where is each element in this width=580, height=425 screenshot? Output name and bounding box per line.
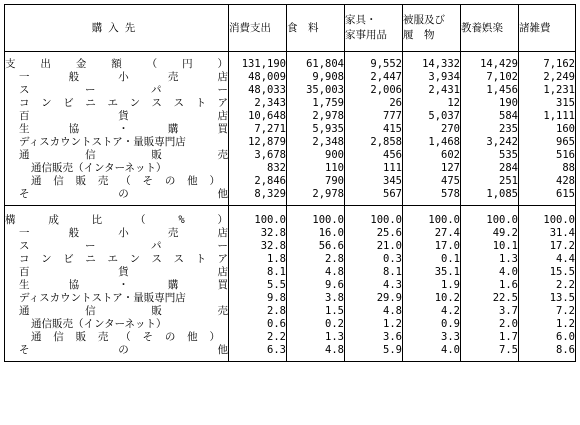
cell-value: 10.2 — [434, 292, 460, 304]
cell-value: 2,447 — [370, 71, 402, 83]
value-column-4 — [461, 214, 519, 362]
cell-value: 0.1 — [441, 253, 460, 265]
value-column-3 — [403, 214, 461, 362]
cell-value: 345 — [383, 175, 402, 187]
cell-value: 1.2 — [383, 318, 402, 330]
cell-value: 56.6 — [318, 240, 344, 252]
row-label: ディスカウントストア・量販専門店 — [19, 292, 186, 304]
cell-value: 2,343 — [254, 97, 286, 109]
cell-value: 900 — [325, 149, 344, 161]
row-label: 支出金額（円） — [5, 58, 228, 70]
cell-value: 14,429 — [480, 58, 518, 70]
cell-value: 0.6 — [267, 318, 286, 330]
header-clothing-footwear — [403, 5, 461, 52]
row-label: 生協・購買 — [19, 279, 228, 291]
header-purchase-destination: 購入先 — [5, 5, 229, 52]
cell-value: 1,085 — [486, 188, 518, 200]
cell-value: 602 — [441, 149, 460, 161]
cell-value: 1,111 — [543, 110, 575, 122]
value-column-0 — [229, 214, 287, 362]
cell-value: 1,468 — [428, 136, 460, 148]
cell-value: 8.6 — [556, 344, 575, 356]
header-furniture-household — [345, 5, 403, 52]
cell-value: 6.0 — [556, 331, 575, 343]
cell-value: 7,102 — [486, 71, 518, 83]
spacer-cell — [403, 206, 461, 215]
cell-value: 111 — [383, 162, 402, 174]
cell-value: 3.8 — [325, 292, 344, 304]
spacer-cell — [287, 206, 345, 215]
cell-value: 2.8 — [267, 305, 286, 317]
cell-value: 12 — [447, 97, 460, 109]
cell-value: 10,648 — [248, 110, 286, 122]
cell-value: 32.8 — [260, 227, 286, 239]
cell-value: 315 — [556, 97, 575, 109]
cell-value: 790 — [325, 175, 344, 187]
cell-value: 3.3 — [441, 331, 460, 343]
cell-value: 535 — [499, 149, 518, 161]
cell-value: 578 — [441, 188, 460, 200]
row-label: コンビニエンスストア — [19, 97, 228, 109]
row-label: ディスカウントストア・量販専門店 — [19, 136, 186, 148]
cell-value: 251 — [499, 175, 518, 187]
cell-value: 2,978 — [312, 110, 344, 122]
row-label: コンビニエンスストア — [19, 253, 228, 265]
cell-value: 428 — [556, 175, 575, 187]
cell-value: 2,858 — [370, 136, 402, 148]
cell-value: 4.8 — [383, 305, 402, 317]
cell-value: 29.9 — [376, 292, 402, 304]
cell-value: 1,759 — [312, 97, 344, 109]
cell-value: 615 — [556, 188, 575, 200]
value-column-1 — [287, 58, 345, 206]
header-clothing-footwear-text: 被服及び 履 物 — [403, 14, 445, 41]
cell-value: 516 — [556, 149, 575, 161]
cell-value: 5,037 — [428, 110, 460, 122]
cell-value: 3,678 — [254, 149, 286, 161]
header-row — [5, 5, 576, 52]
row-label: スーパー — [19, 240, 228, 252]
cell-value: 160 — [556, 123, 575, 135]
cell-value: 1.8 — [267, 253, 286, 265]
cell-value: 100.0 — [312, 214, 344, 226]
cell-value: 32.8 — [260, 240, 286, 252]
cell-value: 14,332 — [422, 58, 460, 70]
cell-value: 4.3 — [383, 279, 402, 291]
cell-value: 1,231 — [543, 84, 575, 96]
cell-value: 4.4 — [556, 253, 575, 265]
cell-value: 1.3 — [325, 331, 344, 343]
cell-value: 5.5 — [267, 279, 286, 291]
cell-value: 35,003 — [306, 84, 344, 96]
header-consumption-expenditure: 消費支出 — [229, 5, 287, 52]
cell-value: 4.8 — [325, 266, 344, 278]
cell-value: 4.2 — [441, 305, 460, 317]
value-column-5 — [519, 214, 576, 362]
section-spacer — [5, 206, 576, 215]
cell-value: 0.3 — [383, 253, 402, 265]
cell-value: 2.0 — [499, 318, 518, 330]
header-furniture-household-text: 家具・ 家事用品 — [345, 14, 387, 41]
header-food: 食 料 — [287, 5, 345, 52]
cell-value: 1.5 — [325, 305, 344, 317]
cell-value: 1.7 — [499, 331, 518, 343]
row-labels — [5, 214, 229, 362]
cell-value: 9.6 — [325, 279, 344, 291]
cell-value: 4.0 — [499, 266, 518, 278]
cell-value: 61,804 — [306, 58, 344, 70]
cell-value: 100.0 — [543, 214, 575, 226]
row-label: 通信販売 — [19, 149, 228, 161]
cell-value: 4.8 — [325, 344, 344, 356]
cell-value: 8,329 — [254, 188, 286, 200]
cell-value: 190 — [499, 97, 518, 109]
cell-value: 3.6 — [383, 331, 402, 343]
cell-value: 2,006 — [370, 84, 402, 96]
cell-value: 832 — [267, 162, 286, 174]
value-column-1 — [287, 214, 345, 362]
cell-value: 7.5 — [499, 344, 518, 356]
cell-value: 2.2 — [267, 331, 286, 343]
cell-value: 49.2 — [492, 227, 518, 239]
row-label: 百貨店 — [19, 110, 228, 122]
cell-value: 3,934 — [428, 71, 460, 83]
cell-value: 2,249 — [543, 71, 575, 83]
cell-value: 25.6 — [376, 227, 402, 239]
spacer-cell — [461, 206, 519, 215]
row-label: 生協・購買 — [19, 123, 228, 135]
cell-value: 584 — [499, 110, 518, 122]
cell-value: 21.0 — [376, 240, 402, 252]
cell-value: 0.9 — [441, 318, 460, 330]
cell-value: 3,242 — [486, 136, 518, 148]
cell-value: 2,348 — [312, 136, 344, 148]
cell-value: 7,271 — [254, 123, 286, 135]
cell-value: 17.0 — [434, 240, 460, 252]
cell-value: 965 — [556, 136, 575, 148]
cell-value: 10.1 — [492, 240, 518, 252]
cell-value: 567 — [383, 188, 402, 200]
cell-value: 31.4 — [549, 227, 575, 239]
cell-value: 12,879 — [248, 136, 286, 148]
row-label: 通信販売（その他） — [31, 175, 220, 187]
cell-value: 35.1 — [434, 266, 460, 278]
cell-value: 415 — [383, 123, 402, 135]
cell-value: 26 — [389, 97, 402, 109]
purchase-destination-table — [4, 4, 576, 362]
cell-value: 48,033 — [248, 84, 286, 96]
cell-value: 131,190 — [241, 58, 286, 70]
header-miscellaneous: 諸雑費 — [519, 5, 576, 52]
cell-value: 235 — [499, 123, 518, 135]
cell-value: 5.9 — [383, 344, 402, 356]
cell-value: 1.6 — [499, 279, 518, 291]
cell-value: 1,456 — [486, 84, 518, 96]
value-column-4 — [461, 58, 519, 206]
cell-value: 48,009 — [248, 71, 286, 83]
cell-value: 284 — [499, 162, 518, 174]
row-label: スーパー — [19, 84, 228, 96]
row-label: 通信販売（インターネット） — [31, 162, 167, 174]
cell-value: 2.2 — [556, 279, 575, 291]
cell-value: 777 — [383, 110, 402, 122]
value-column-3 — [403, 58, 461, 206]
cell-value: 8.1 — [267, 266, 286, 278]
row-label: 百貨店 — [19, 266, 228, 278]
value-column-0 — [229, 58, 287, 206]
cell-value: 100.0 — [254, 214, 286, 226]
spacer-cell — [229, 206, 287, 215]
cell-value: 2,978 — [312, 188, 344, 200]
section-expenditure — [5, 58, 576, 206]
cell-value: 5,935 — [312, 123, 344, 135]
cell-value: 7,162 — [543, 58, 575, 70]
cell-value: 1.3 — [499, 253, 518, 265]
cell-value: 456 — [383, 149, 402, 161]
row-label: 通信販売 — [19, 305, 228, 317]
row-label: 通信販売（インターネット） — [31, 318, 167, 330]
value-column-2 — [345, 58, 403, 206]
cell-value: 2,431 — [428, 84, 460, 96]
cell-value: 16.0 — [318, 227, 344, 239]
cell-value: 270 — [441, 123, 460, 135]
cell-value: 88 — [562, 162, 575, 174]
row-label: 一般小売店 — [19, 227, 228, 239]
row-label: 通信販売（その他） — [31, 331, 220, 343]
row-labels — [5, 58, 229, 206]
cell-value: 100.0 — [370, 214, 402, 226]
row-label: その他 — [19, 188, 228, 200]
cell-value: 13.5 — [549, 292, 575, 304]
cell-value: 127 — [441, 162, 460, 174]
cell-value: 110 — [325, 162, 344, 174]
cell-value: 1.2 — [556, 318, 575, 330]
spacer-cell — [345, 206, 403, 215]
cell-value: 2,846 — [254, 175, 286, 187]
cell-value: 9,908 — [312, 71, 344, 83]
cell-value: 1.9 — [441, 279, 460, 291]
cell-value: 475 — [441, 175, 460, 187]
value-column-5 — [519, 58, 576, 206]
table-body — [5, 52, 576, 362]
row-label: 構成比（%） — [5, 214, 228, 226]
value-column-2 — [345, 214, 403, 362]
cell-value: 15.5 — [549, 266, 575, 278]
row-label: 一般小売店 — [19, 71, 228, 83]
spacer-cell — [5, 206, 229, 215]
cell-value: 4.0 — [441, 344, 460, 356]
cell-value: 7.2 — [556, 305, 575, 317]
cell-value: 3.7 — [499, 305, 518, 317]
cell-value: 6.3 — [267, 344, 286, 356]
spacer-cell — [519, 206, 576, 215]
section-composition — [5, 214, 576, 362]
cell-value: 100.0 — [486, 214, 518, 226]
cell-value: 8.1 — [383, 266, 402, 278]
row-label: その他 — [19, 344, 228, 356]
cell-value: 9,552 — [370, 58, 402, 70]
cell-value: 2.8 — [325, 253, 344, 265]
cell-value: 9.8 — [267, 292, 286, 304]
cell-value: 22.5 — [492, 292, 518, 304]
header-culture-recreation: 教養娯楽 — [461, 5, 519, 52]
cell-value: 100.0 — [428, 214, 460, 226]
cell-value: 0.2 — [325, 318, 344, 330]
cell-value: 17.2 — [549, 240, 575, 252]
cell-value: 27.4 — [434, 227, 460, 239]
